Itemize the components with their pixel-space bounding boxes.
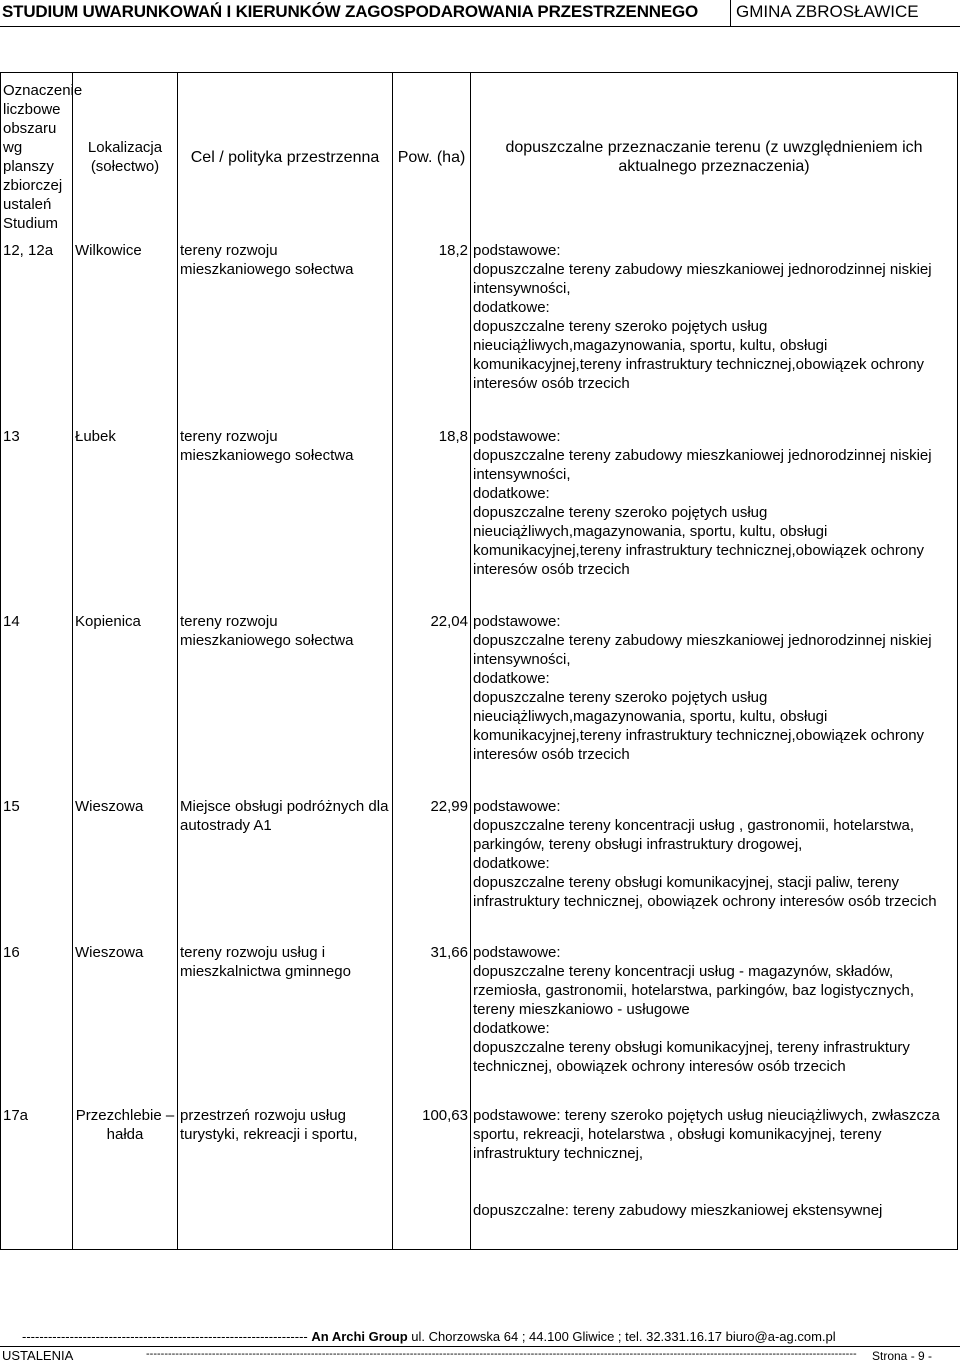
- gmina-label: GMINA ZBROSŁAWICE: [736, 2, 919, 21]
- row-number: 16: [1, 943, 73, 1106]
- header-lokalizacja: Lokalizacja (sołectwo): [73, 73, 178, 241]
- row-lokalizacja: Kopienica: [73, 612, 178, 797]
- desc-line: dopuszczalne tereny obsługi komunikacyjnej, stacji paliw, tereny infrastruktury technicznej, obowiązek ochrony interesów osób trzecich: [473, 873, 937, 910]
- footer-dashes-right: --------------------------------------------------------------------------------------------------------------------------------------------------------------------------------------------------: [146, 1348, 857, 1360]
- row-lokalizacja: Wilkowice: [73, 241, 178, 427]
- desc-line: dopuszczalne tereny szeroko pojętych usług nieuciążliwych,magazynowania, sportu, kultu, obsługi komunikacyjnej,tereny infrastruktury technicznej,obowiązek ochrony interesów osób trzecich: [473, 503, 925, 578]
- footer-company: An Archi Group: [311, 1329, 408, 1344]
- row-cel: Miejsce obsługi podróżnych dla autostrady A1: [178, 797, 393, 943]
- document-footer: [0, 1326, 960, 1365]
- table-header-row: [1, 73, 958, 241]
- document-title: STUDIUM UWARUNKOWAŃ I KIERUNKÓW ZAGOSPODAROWANIA PRZESTRZENNEGO: [2, 2, 699, 21]
- row-area: 22,99: [393, 797, 471, 943]
- row-lokalizacja: Łubek: [73, 427, 178, 612]
- header-divider: [730, 0, 731, 26]
- row-area: 22,04: [393, 612, 471, 797]
- header-pow: Pow. (ha): [393, 73, 471, 241]
- table-row: [1, 1106, 958, 1250]
- desc-line: dodatkowe:: [473, 854, 550, 872]
- footer-dashes-left: ------------------------------------------------------------------: [22, 1329, 308, 1344]
- desc-line: podstawowe:: [473, 427, 561, 445]
- row-number: 14: [1, 612, 73, 797]
- row-przeznaczenie: [471, 797, 958, 943]
- row-area: 31,66: [393, 943, 471, 1106]
- desc-line: podstawowe:: [473, 241, 561, 259]
- row-przeznaczenie: [471, 612, 958, 797]
- table-row: [1, 241, 958, 427]
- row-area: 100,63: [393, 1106, 471, 1250]
- header-przeznaczenie: dopuszczalne przeznaczanie terenu (z uwzględnieniem ich aktualnego przeznaczenia): [471, 73, 958, 241]
- desc-line: dodatkowe:: [473, 298, 550, 316]
- row-number: 15: [1, 797, 73, 943]
- desc-line: dopuszczalne tereny obsługi komunikacyjnej, tereny infrastruktury technicznej, obowiązek ochrony interesów osób trzecich: [473, 1038, 910, 1075]
- desc-line: podstawowe: tereny szeroko pojętych usług nieuciążliwych, zwłaszcza sportu, rekreacji, hotelarstwa , obsługi komunikacyjnej, tereny infrastruktury technicznej,: [473, 1106, 940, 1162]
- desc-line: dopuszczalne tereny szeroko pojętych usług nieuciążliwych,magazynowania, sportu, kultu, obsługi komunikacyjnej,tereny infrastruktury technicznej,obowiązek ochrony interesów osób trzecich: [473, 688, 925, 763]
- desc-line: dopuszczalne tereny szeroko pojętych usług nieuciążliwych,magazynowania, sportu, kultu, obsługi komunikacyjnej,tereny infrastruktury technicznej,obowiązek ochrony interesów osób trzecich: [473, 317, 925, 392]
- row-przeznaczenie: [471, 427, 958, 612]
- row-lokalizacja: Przezchlebie – hałda: [73, 1106, 178, 1250]
- footer-address: ul. Chorzowska 64 ; 44.100 Gliwice ; tel. 32.331.16.17 biuro@a-ag.com.pl: [407, 1329, 836, 1344]
- desc-line: dopuszczalne tereny koncentracji usług - magazynów, składów, rzemiosła, gastronomii, hotelarstwa, parkingów, baz logistycznych, tereny mieszkaniowo - usługowe: [473, 962, 915, 1018]
- footer-section: USTALENIA: [2, 1348, 74, 1363]
- table-row: [1, 427, 958, 612]
- desc-line: dopuszczalne tereny zabudowy mieszkaniowej jednorodzinnej niskiej intensywności,: [473, 446, 932, 483]
- desc-line: dopuszczalne tereny zabudowy mieszkaniowej jednorodzinnej niskiej intensywności,: [473, 260, 932, 297]
- row-przeznaczenie: [471, 1106, 958, 1250]
- desc-line: dodatkowe:: [473, 1019, 550, 1037]
- desc-spacer: [473, 1163, 955, 1201]
- row-cel: tereny rozwoju mieszkaniowego sołectwa: [178, 241, 393, 427]
- zoning-table: [0, 72, 958, 1250]
- row-lokalizacja: Wieszowa: [73, 943, 178, 1106]
- row-area: 18,8: [393, 427, 471, 612]
- row-area: 18,2: [393, 241, 471, 427]
- desc-line: dodatkowe:: [473, 484, 550, 502]
- desc-line: dodatkowe:: [473, 669, 550, 687]
- table-row: [1, 797, 958, 943]
- header-cel: Cel / polityka przestrzenna: [178, 73, 393, 241]
- table-row: [1, 943, 958, 1106]
- row-lokalizacja: Wieszowa: [73, 797, 178, 943]
- header-oznaczenie: Oznaczenie liczbowe obszaru wg planszy zbiorczej ustaleń Studium: [1, 73, 73, 241]
- desc-line: podstawowe:: [473, 612, 561, 630]
- desc-line: dopuszczalne tereny zabudowy mieszkaniowej jednorodzinnej niskiej intensywności,: [473, 631, 932, 668]
- row-cel: tereny rozwoju usług i mieszkalnictwa gminnego: [178, 943, 393, 1106]
- desc-line: dopuszczalne tereny koncentracji usług , gastronomii, hotelarstwa, parkingów, tereny obsługi infrastruktury drogowej,: [473, 816, 915, 853]
- desc-line: podstawowe:: [473, 943, 561, 961]
- row-number: 12, 12a: [1, 241, 73, 427]
- row-number: 13: [1, 427, 73, 612]
- row-przeznaczenie: [471, 241, 958, 427]
- table-row: [1, 612, 958, 797]
- row-cel: tereny rozwoju mieszkaniowego sołectwa: [178, 612, 393, 797]
- row-cel: przestrzeń rozwoju usług turystyki, rekreacji i sportu,: [178, 1106, 393, 1250]
- footer-company-line: [22, 1329, 836, 1344]
- row-number: 17a: [1, 1106, 73, 1250]
- footer-divider: [0, 1346, 960, 1347]
- row-przeznaczenie: [471, 943, 958, 1106]
- desc-line: podstawowe:: [473, 797, 561, 815]
- desc-line: dopuszczalne: tereny zabudowy mieszkaniowej ekstensywnej: [473, 1201, 883, 1219]
- row-cel: tereny rozwoju mieszkaniowego sołectwa: [178, 427, 393, 612]
- page-number: Strona - 9 -: [872, 1349, 933, 1363]
- document-header: [0, 0, 960, 27]
